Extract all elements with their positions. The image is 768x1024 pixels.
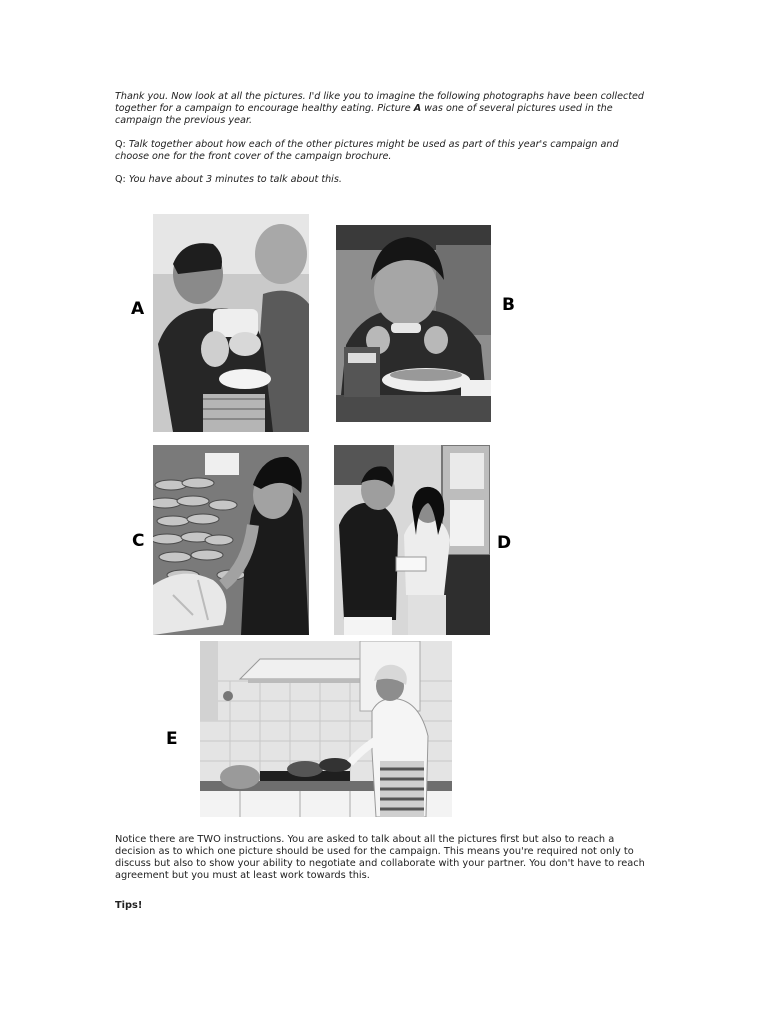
- question-2-text: You have about 3 minutes to talk about this.: [128, 174, 342, 185]
- question-2: [115, 174, 655, 186]
- notice-paragraph: Notice there are TWO instructions. You are asked to talk about all the pictures first but also to reach a decision as to which one picture should be used for the campaign. This means you're required not only to discuss but also to show your ability to negotiate and collaborate with your partner. You don't have to reach agreement but you must at least work towards this.: [115, 834, 645, 881]
- picture-a-label: A: [131, 299, 145, 319]
- picture-e-photo: [200, 641, 452, 817]
- question-1: [115, 139, 655, 163]
- picture-e-label: E: [166, 729, 178, 749]
- picture-b-label: B: [502, 295, 515, 315]
- question-1-prefix: Q:: [115, 139, 126, 150]
- picture-d-label: D: [497, 533, 512, 553]
- intro-text-end: was one of several pictures used in the campaign the previous year.: [115, 103, 613, 126]
- picture-c-label: C: [132, 531, 145, 551]
- intro-picture-letter: A: [413, 103, 422, 114]
- question-2-prefix: Q:: [115, 174, 126, 185]
- picture-a-photo: [153, 214, 309, 432]
- intro-paragraph: [115, 91, 655, 127]
- intro-text: Thank you. Now look at all the pictures. I'd like you to imagine the following photographs have been collected together for a campaign to encourage healthy eating. Picture: [115, 91, 645, 114]
- question-1-text: Talk together about how each of the other pictures might be used as part of this year's campaign and choose one for the front cover of the campaign brochure.: [115, 139, 619, 162]
- picture-c-photo: [153, 445, 309, 635]
- tips-heading: Tips!: [115, 900, 143, 911]
- picture-d-photo: [334, 445, 490, 635]
- picture-b-photo: [336, 225, 491, 422]
